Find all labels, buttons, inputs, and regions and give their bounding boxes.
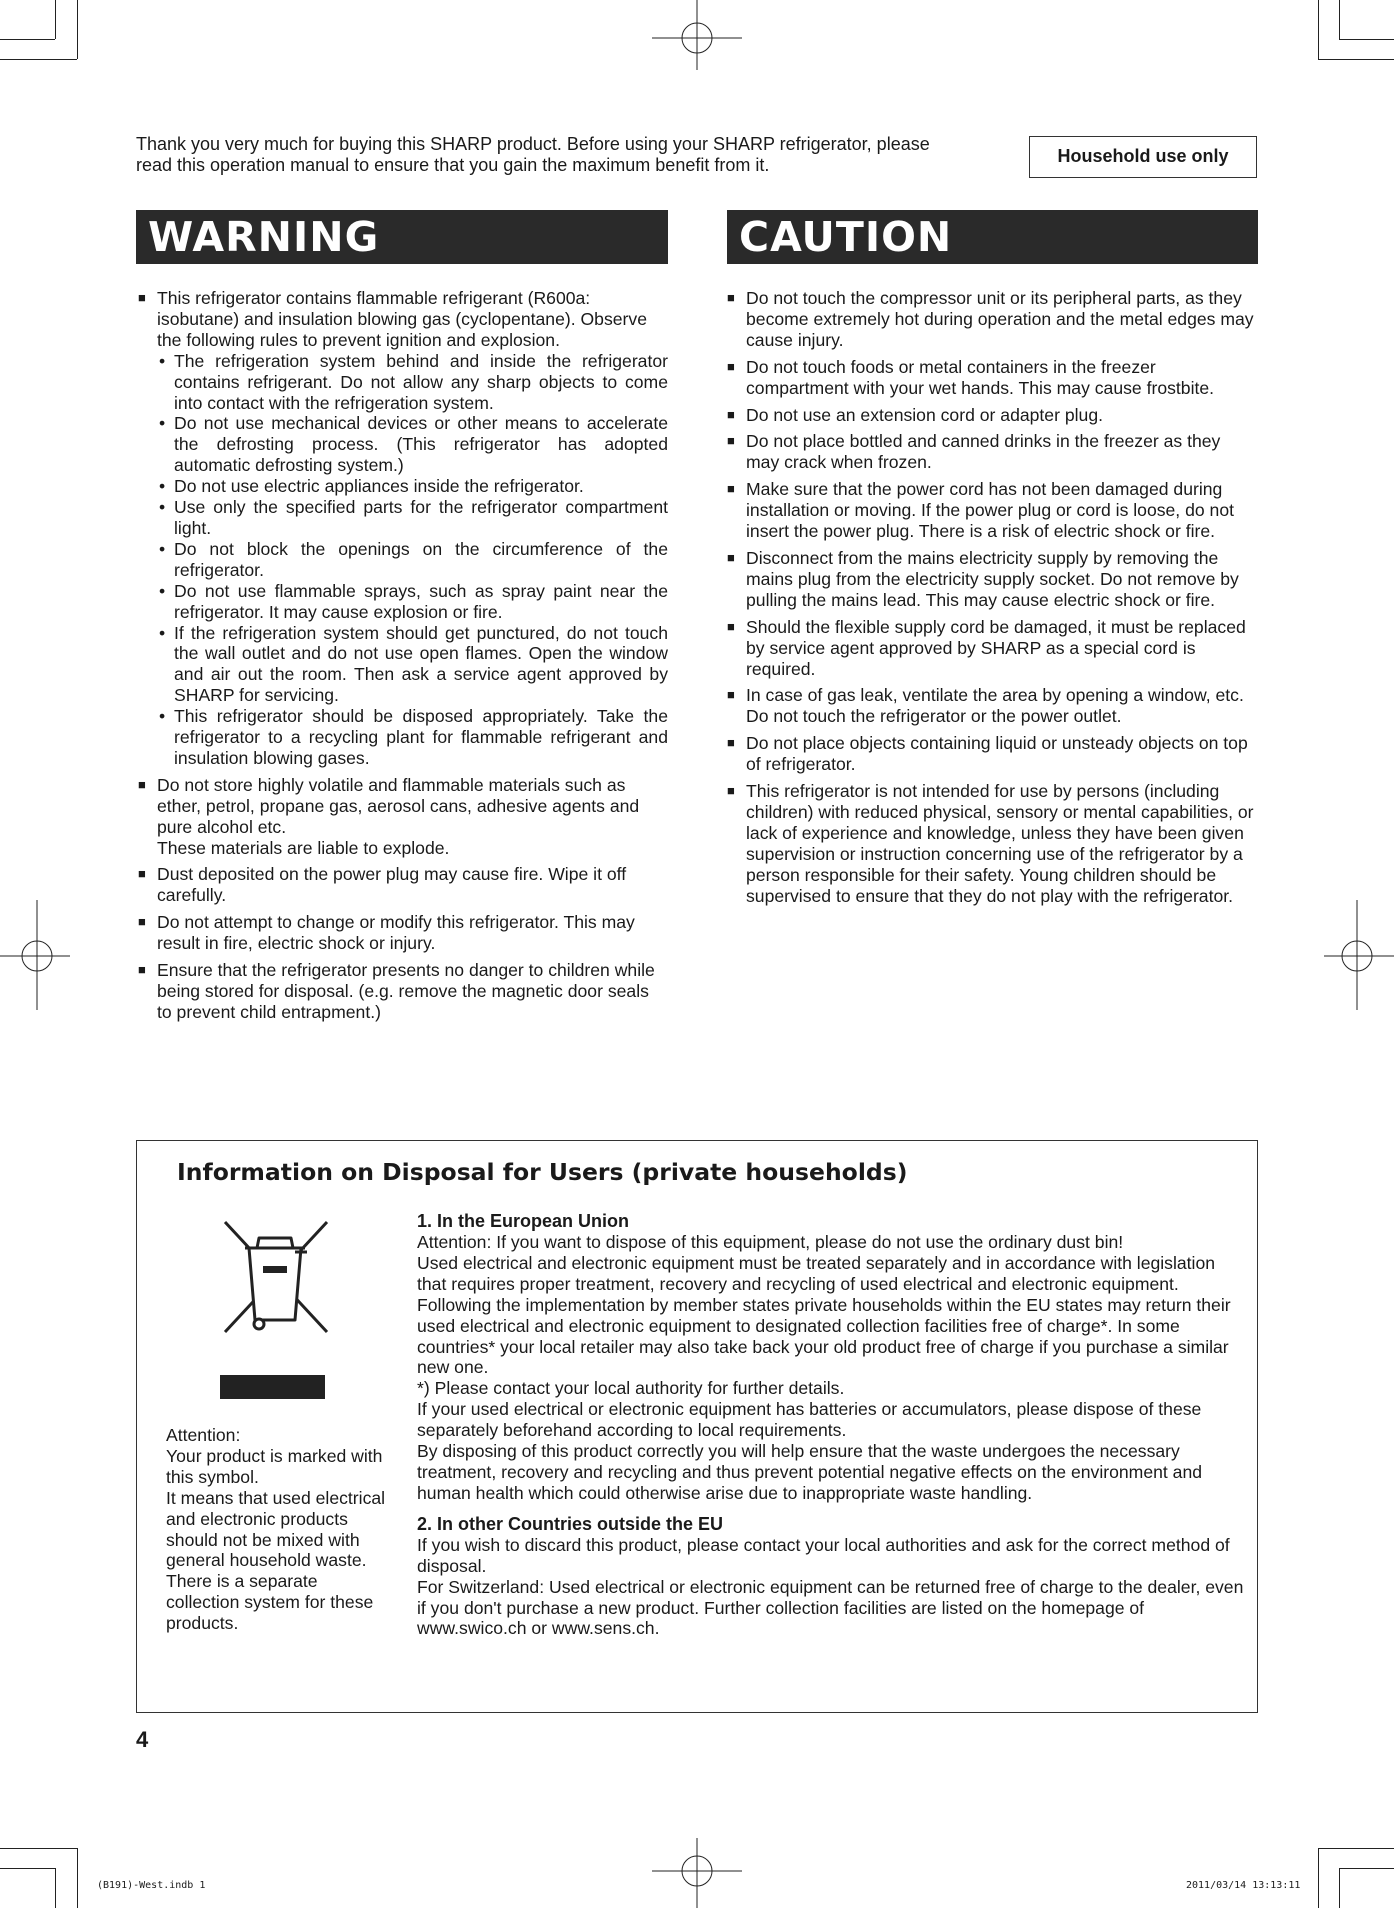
eu-paragraph: Following the implementation by member states private households within the EU states may return their used electrical and electronic equipment to designated collection facilities free of charge*. In some countries* your local retailer may also take back your old product free of charge if you purchase a similar new one. — [417, 1294, 1231, 1378]
eu-paragraph: Used electrical and electronic equipment must be treated separately and in accordance with legislation that requires proper treatment, recovery and recycling of used electrical and electronic equipment. — [417, 1252, 1216, 1294]
warning-subitem: • Use only the specified parts for the refrigerator compartment light. — [157, 497, 668, 539]
warning-heading: WARNING — [136, 210, 668, 264]
warning-subitem: • Do not use mechanical devices or other means to accelerate the defrosting process. (This refrigerator has adopted automatic defrosting system.) — [157, 413, 668, 476]
other-paragraph: If you wish to discard this product, please contact your local authorities and ask for the correct method of disposal. — [417, 1534, 1230, 1576]
household-use-badge: Household use only — [1029, 136, 1257, 178]
eu-paragraph: *) Please contact your local authority for further details. — [417, 1378, 845, 1399]
disposal-title: Information on Disposal for Users (private households) — [177, 1158, 908, 1186]
warning-item: ■ This refrigerator contains flammable refrigerant (R600a: isobutane) and insulation blowing gas (cyclopentane). Observe the following rules to prevent ignition and explosion. • The refrigeration system behind and inside the refrigerator contains refrigerant. Do not allow any sharp objects to come into contact with the refrigeration system. • Do not use mechanical devices or other means to accelerate the defrosting process. (This refrigerator has adopted automatic defrosting system.) • Do not use electric appliances inside the refrigerator. • Use only the specified parts for the refrigerator compartment light. • Do not block the openings on the circumference of the refrigerator. • Do not use flammable sprays, such as spray paint near the refrigerator. It may cause explosion or fire. • If the refrigeration system should get punctured, do not touch the wall outlet and do not use open flames. Open the window and air out the room. Then ask a service agent approved by SHARP for servicing. • This refrigerator should be disposed appropriately. Take the refrigerator to a recycling plant for flammable refrigerant and insulation blowing gases. — [138, 288, 668, 769]
caution-item: ■ Do not touch foods or metal containers in the freezer compartment with your wet hands. This may cause frostbite. — [727, 357, 1257, 399]
footer-timestamp: 2011/03/14 13:13:11 — [1186, 1880, 1301, 1891]
eu-paragraph: If your used electrical or electronic equipment has batteries or accumulators, please dispose of these separately beforehand according to local requirements. — [417, 1399, 1202, 1441]
caution-item: ■ Do not place objects containing liquid or unsteady objects on top of refrigerator. — [727, 733, 1257, 775]
page-number: 4 — [136, 1727, 149, 1752]
disposal-attention-note: Attention: Your product is marked with this symbol. It means that used electrical and electronic products should not be mixed with general household waste. There is a separate collection system for these products. — [166, 1425, 386, 1634]
caution-heading: CAUTION — [727, 210, 1258, 264]
eu-paragraph: By disposing of this product correctly you will help ensure that the waste undergoes the necessary treatment, recovery and recycling and thus prevent potential negative effects on the environment and human health which could otherwise arise due to inappropriate waste handling. — [417, 1441, 1203, 1503]
warning-subitem: • Do not use flammable sprays, such as spray paint near the refrigerator. It may cause explosion or fire. — [157, 581, 668, 623]
caution-column — [727, 288, 1257, 912]
disposal-body — [417, 1211, 1247, 1639]
warning-subitem: • Do not block the openings on the circumference of the refrigerator. — [157, 539, 668, 581]
eu-paragraph: Attention: If you want to dispose of this equipment, please do not use the ordinary dust bin! — [417, 1232, 1124, 1252]
caution-item: ■ In case of gas leak, ventilate the area by opening a window, etc. Do not touch the refrigerator or the power outlet. — [727, 685, 1257, 727]
caution-item: ■ Disconnect from the mains electricity supply by removing the mains plug from the electricity supply socket. Do not remove by pulling the mains lead. This may cause electric shock or fire. — [727, 548, 1257, 611]
warning-column — [138, 288, 668, 1029]
caution-item: ■ This refrigerator is not intended for use by persons (including children) with reduced physical, sensory or mental capabilities, or lack of experience and knowledge, unless they have been given supervision or instruction concerning use of the refrigerator by a person responsible for their safety. Young children should be supervised to ensure that they do not play with the refrigerator. — [727, 781, 1257, 906]
warning-item: ■ Do not attempt to change or modify this refrigerator. This may result in fire, electric shock or injury. — [138, 912, 668, 954]
warning-item: ■ Dust deposited on the power plug may cause fire. Wipe it off carefully. — [138, 864, 668, 906]
caution-item: ■ Make sure that the power cord has not been damaged during installation or moving. If the power plug or cord is loose, do not insert the power plug. There is a risk of electric shock or fire. — [727, 479, 1257, 542]
caution-item: ■ Do not use an extension cord or adapter plug. — [727, 405, 1257, 426]
warning-subitem: • Do not use electric appliances inside the refrigerator. — [157, 476, 668, 497]
intro-text: Thank you very much for buying this SHARP product. Before using your SHARP refrigerator, please read this operation manual to ensure that you gain the maximum benefit from it. — [136, 134, 930, 175]
warning-subitem: • This refrigerator should be disposed appropriately. Take the refrigerator to a recycling plant for flammable refrigerant and insulation blowing gases. — [157, 706, 668, 769]
crossed-out-wheelie-bin-icon — [205, 1212, 335, 1402]
other-paragraph: For Switzerland: Used electrical or electronic equipment can be returned free of charge to the dealer, even if you don't purchase a new product. Further collection facilities are listed on the homepage of www.swico.ch or www.sens.ch. — [417, 1576, 1244, 1639]
warning-item: ■ Do not store highly volatile and flammable materials such as ether, petrol, propane gas, aerosol cans, adhesive agents and pure alcohol etc. These materials are liable to explode. — [138, 775, 668, 859]
footer-file-name: (B191)-West.indb 1 — [97, 1880, 206, 1891]
caution-item: ■ Do not place bottled and canned drinks in the freezer as they may crack when frozen. — [727, 431, 1257, 473]
other-countries-heading: 2. In other Countries outside the EU — [417, 1513, 724, 1534]
caution-item: ■ Do not touch the compressor unit or its peripheral parts, as they become extremely hot during operation and the metal edges may cause injury. — [727, 288, 1257, 351]
eu-heading: 1. In the European Union — [417, 1211, 630, 1231]
warning-subitem: • The refrigeration system behind and inside the refrigerator contains refrigerant. Do not allow any sharp objects to come into contact with the refrigeration system. — [157, 351, 668, 414]
caution-item: ■ Should the flexible supply cord be damaged, it must be replaced by service agent approved by SHARP as a special cord is required. — [727, 617, 1257, 680]
warning-subitem: • If the refrigeration system should get punctured, do not touch the wall outlet and do not use open flames. Open the window and air out the room. Then ask a service agent approved by SHARP for servicing. — [157, 623, 668, 707]
warning-item: ■ Ensure that the refrigerator presents no danger to children while being stored for disposal. (e.g. remove the magnetic door seals to prevent child entrapment.) — [138, 960, 668, 1023]
